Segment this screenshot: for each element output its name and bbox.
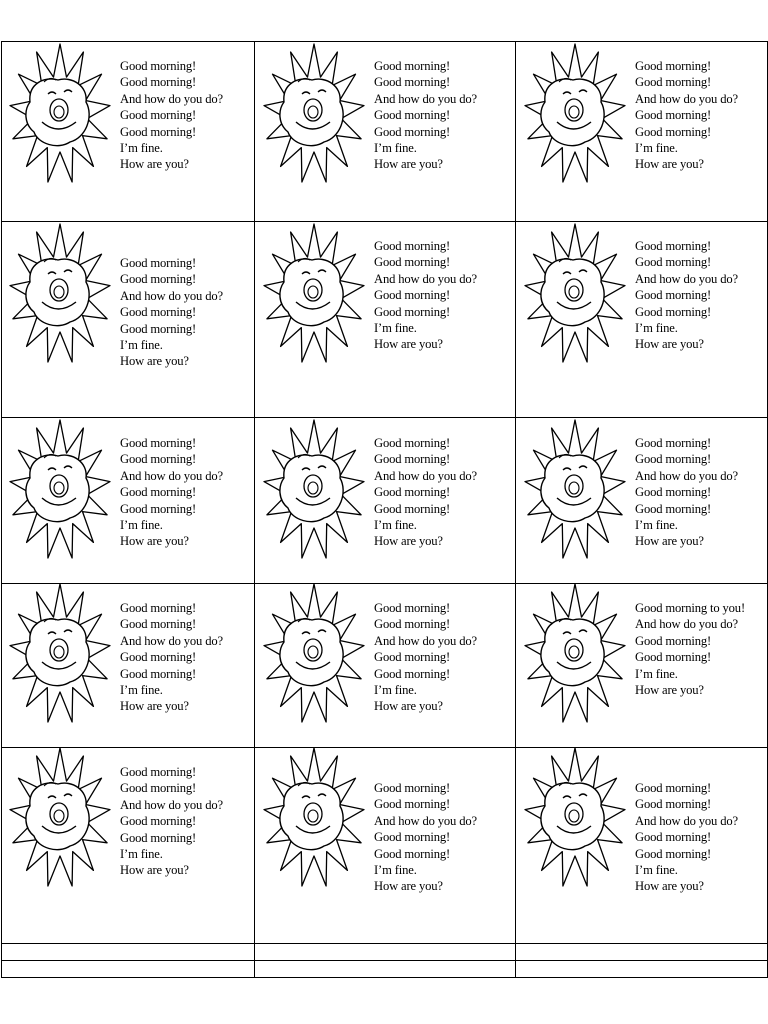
poem-line: How are you? [635,157,704,172]
greeting-poem [120,435,223,550]
smiling-sun-icon [262,418,366,566]
poem-line: How are you? [374,534,443,549]
poem-line: Good morning! [120,272,197,287]
poem-line: I’m fine. [635,863,678,878]
poem-line: Good morning! [374,781,451,795]
poem-line: How are you? [374,879,443,894]
poem-line: How are you? [374,157,443,172]
poem-line: Good morning! [374,485,451,500]
poem-line: Good morning! [635,124,712,139]
poem-line: I’m fine. [635,666,678,681]
poem-line: Good morning! [374,239,451,253]
poem-line: How are you? [120,354,189,369]
poem-line: And how do you do? [374,633,477,648]
poem-line: Good morning! [635,650,712,665]
poem-line: Good morning! [635,846,712,861]
poem-line: Good morning! [374,59,451,73]
poem-line: And how do you do? [635,271,738,286]
greeting-poem [120,58,223,173]
poem-line: Good morning! [120,75,197,90]
poem-line: How are you? [635,683,704,698]
poem-line: Good morning! [374,255,451,270]
poem-line: Good morning! [374,846,451,861]
poem-line: And how do you do? [120,288,223,303]
poem-line: I’m fine. [374,321,417,336]
greeting-poem [374,600,477,715]
smiling-sun-icon [8,746,112,894]
poem-line: Good morning! [120,436,197,450]
poem-line: How are you? [120,699,189,714]
smiling-sun-icon [523,222,627,370]
poem-line: I’m fine. [120,847,163,862]
smiling-sun-icon [523,42,627,190]
grid-line [1,41,2,978]
poem-line: Good morning! [374,501,451,516]
poem-line: Good morning! [374,304,451,319]
poem-line: I’m fine. [635,141,678,156]
greeting-poem [374,238,477,353]
poem-line: Good morning! [635,304,712,319]
poem-line: Good morning! [635,781,712,795]
poem-line: Good morning! [120,830,197,845]
poem-line: And how do you do? [635,813,738,828]
poem-line: And how do you do? [635,91,738,106]
poem-line: Good morning! [374,617,451,632]
poem-line: Good morning! [120,108,197,123]
poem-line: And how do you do? [635,468,738,483]
poem-line: Good morning! [120,124,197,139]
greeting-poem [120,600,223,715]
poem-line: Good morning! [120,650,197,665]
poem-line: Good morning! [374,452,451,467]
poem-line: Good morning! [120,601,197,615]
greeting-poem [374,58,477,173]
poem-line: Good morning! [120,59,197,73]
greeting-poem [635,780,738,895]
poem-line: How are you? [120,534,189,549]
poem-line: Good morning! [635,108,712,123]
poem-line: I’m fine. [120,518,163,533]
poem-line: Good morning! [120,256,197,270]
poem-line: I’m fine. [374,518,417,533]
poem-line: Good morning! [635,452,712,467]
poem-line: Good morning! [635,239,712,253]
poem-line: Good morning! [635,501,712,516]
poem-line: And how do you do? [635,617,738,632]
poem-line: Good morning! [635,436,712,450]
poem-line: Good morning! [120,666,197,681]
greeting-poem [635,238,738,353]
poem-line: Good morning! [374,288,451,303]
poem-line: How are you? [635,337,704,352]
poem-line: I’m fine. [120,338,163,353]
smiling-sun-icon [8,222,112,370]
poem-line: Good morning! [635,255,712,270]
grid-line [1,583,768,584]
poem-line: Good morning! [635,797,712,812]
poem-line: Good morning! [635,633,712,648]
greeting-poem [374,435,477,550]
poem-line: How are you? [635,879,704,894]
poem-line: Good morning to you! [635,601,745,615]
poem-line: How are you? [120,863,189,878]
smiling-sun-icon [262,42,366,190]
smiling-sun-icon [523,746,627,894]
poem-line: Good morning! [120,305,197,320]
poem-line: I’m fine. [120,141,163,156]
greeting-poem [635,58,738,173]
poem-line: Good morning! [635,288,712,303]
poem-line: Good morning! [635,75,712,90]
smiling-sun-icon [8,42,112,190]
poem-line: And how do you do? [120,91,223,106]
poem-line: Good morning! [374,830,451,845]
poem-line: And how do you do? [374,91,477,106]
poem-line: And how do you do? [374,813,477,828]
grid-line [254,41,255,978]
smiling-sun-icon [8,582,112,730]
greeting-poem [635,435,738,550]
poem-line: Good morning! [120,452,197,467]
poem-line: Good morning! [374,797,451,812]
poem-line: Good morning! [120,814,197,829]
poem-line: Good morning! [374,436,451,450]
poem-line: Good morning! [635,59,712,73]
poem-line: Good morning! [120,501,197,516]
smiling-sun-icon [262,222,366,370]
poem-line: And how do you do? [374,271,477,286]
poem-line: How are you? [635,534,704,549]
poem-line: Good morning! [374,650,451,665]
grid-line [1,41,768,42]
poem-line: I’m fine. [120,683,163,698]
poem-line: Good morning! [374,108,451,123]
poem-line: I’m fine. [635,321,678,336]
poem-line: And how do you do? [120,468,223,483]
poem-line: And how do you do? [120,633,223,648]
poem-line: I’m fine. [374,863,417,878]
grid-line [1,747,768,748]
smiling-sun-icon [262,746,366,894]
greeting-poem [120,764,223,879]
poem-line: Good morning! [120,765,197,779]
poem-line: How are you? [120,157,189,172]
poem-line: And how do you do? [120,797,223,812]
greeting-poem [120,255,223,370]
poem-line: Good morning! [635,485,712,500]
poem-line: Good morning! [635,830,712,845]
poem-line: Good morning! [374,124,451,139]
poem-line: How are you? [374,699,443,714]
poem-line: Good morning! [374,601,451,615]
greeting-poem [635,600,745,698]
grid-line [1,221,768,222]
poem-line: Good morning! [374,75,451,90]
smiling-sun-icon [8,418,112,566]
grid-line [1,417,768,418]
grid-line [1,943,768,944]
smiling-sun-icon [523,418,627,566]
poem-line: Good morning! [120,781,197,796]
greeting-poem [374,780,477,895]
poem-line: I’m fine. [635,518,678,533]
poem-line: Good morning! [120,321,197,336]
poem-line: Good morning! [374,666,451,681]
smiling-sun-icon [523,582,627,730]
grid-line [515,41,516,978]
poem-line: I’m fine. [374,683,417,698]
grid-line [1,960,768,961]
poem-line: Good morning! [120,617,197,632]
poem-line: How are you? [374,337,443,352]
grid-line [1,977,768,978]
poem-line: Good morning! [120,485,197,500]
smiling-sun-icon [262,582,366,730]
poem-line: And how do you do? [374,468,477,483]
poem-line: I’m fine. [374,141,417,156]
